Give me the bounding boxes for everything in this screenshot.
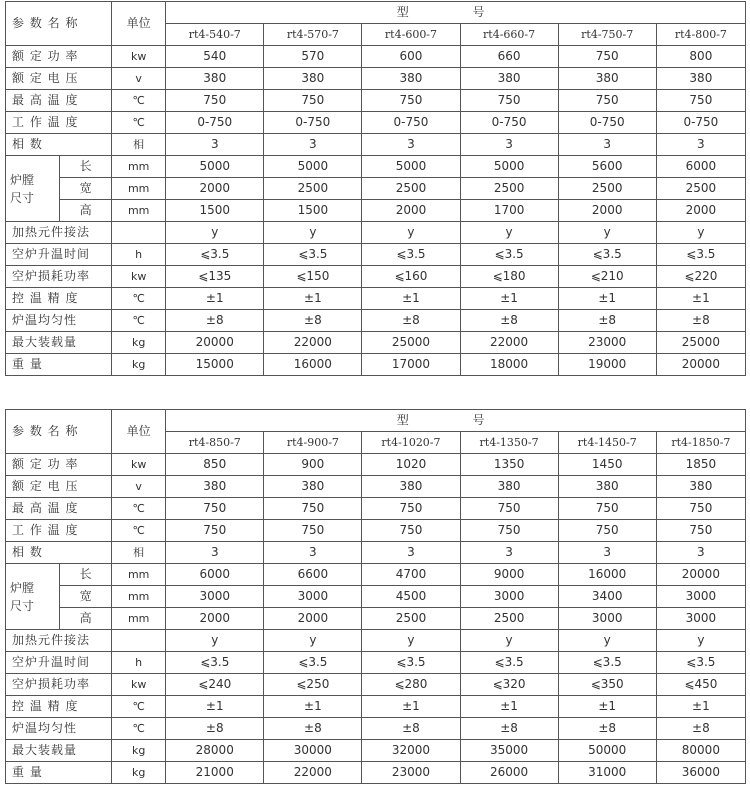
header-row: [6, 410, 746, 432]
table-row: [6, 266, 746, 288]
value-cell: 3: [166, 134, 264, 156]
value-cell: 750: [656, 498, 745, 520]
value-cell: 80000: [656, 740, 745, 762]
param-name: 加热元件接法: [6, 222, 112, 244]
value-cell: 0-750: [362, 112, 460, 134]
value-cell: 20000: [656, 354, 745, 376]
value-cell: 36000: [656, 762, 745, 784]
value-cell: 3: [558, 542, 656, 564]
value-cell: 16000: [264, 354, 362, 376]
value-cell: ±8: [362, 310, 460, 332]
value-cell: 2500: [656, 178, 745, 200]
param-name: 额 定 功 率: [6, 46, 112, 68]
unit-cell: kg: [112, 762, 166, 784]
dimension-label: 宽: [60, 586, 112, 608]
value-cell: 3: [264, 134, 362, 156]
param-name: 控 温 精 度: [6, 696, 112, 718]
param-name: 最 高 温 度: [6, 498, 112, 520]
value-cell: y: [166, 630, 264, 652]
value-cell: ⩽280: [362, 674, 460, 696]
value-cell: 32000: [362, 740, 460, 762]
table-row: [6, 46, 746, 68]
value-cell: y: [362, 222, 460, 244]
table-row: [6, 564, 746, 586]
value-cell: ±1: [264, 696, 362, 718]
unit-cell: ℃: [112, 696, 166, 718]
value-cell: 2500: [264, 178, 362, 200]
unit-cell: ℃: [112, 288, 166, 310]
value-cell: 750: [558, 46, 656, 68]
value-cell: ⩽450: [656, 674, 745, 696]
value-cell: ±1: [264, 288, 362, 310]
unit-cell: mm: [112, 564, 166, 586]
unit-header: 单位: [112, 2, 166, 46]
spec-table-1: [5, 1, 746, 376]
table-row: [6, 520, 746, 542]
value-cell: 1020: [362, 454, 460, 476]
value-cell: 850: [166, 454, 264, 476]
value-cell: 30000: [264, 740, 362, 762]
table-row: [6, 178, 746, 200]
unit-header: 单位: [112, 410, 166, 454]
value-cell: ⩽3.5: [166, 652, 264, 674]
value-cell: 0-750: [460, 112, 558, 134]
value-cell: 380: [460, 476, 558, 498]
table-row: [6, 718, 746, 740]
value-cell: ⩽3.5: [656, 244, 745, 266]
value-cell: 600: [362, 46, 460, 68]
unit-cell: kg: [112, 740, 166, 762]
value-cell: 22000: [264, 762, 362, 784]
value-cell: 3000: [656, 608, 745, 630]
value-cell: 9000: [460, 564, 558, 586]
model-name: rt4-800-7: [656, 24, 745, 46]
furnace-size-label: 炉膛 尺寸: [6, 156, 60, 222]
value-cell: 750: [656, 520, 745, 542]
table-row: [6, 354, 746, 376]
param-name-header: 参 数 名 称: [6, 2, 112, 46]
table-row: [6, 332, 746, 354]
value-cell: 380: [166, 476, 264, 498]
value-cell: ±1: [460, 288, 558, 310]
table-row: [6, 608, 746, 630]
param-name: 重 量: [6, 354, 112, 376]
model-header: 型 号: [166, 410, 746, 432]
value-cell: ±8: [166, 310, 264, 332]
value-cell: 20000: [656, 564, 745, 586]
table-row: [6, 288, 746, 310]
value-cell: 3000: [264, 586, 362, 608]
value-cell: 750: [460, 90, 558, 112]
value-cell: ⩽250: [264, 674, 362, 696]
table-row: [6, 740, 746, 762]
value-cell: ⩽3.5: [166, 244, 264, 266]
param-name: 加热元件接法: [6, 630, 112, 652]
value-cell: ⩽3.5: [362, 244, 460, 266]
value-cell: 380: [362, 68, 460, 90]
dimension-label: 宽: [60, 178, 112, 200]
value-cell: ±1: [362, 696, 460, 718]
unit-cell: mm: [112, 156, 166, 178]
value-cell: 3000: [460, 586, 558, 608]
value-cell: 750: [264, 498, 362, 520]
value-cell: 2000: [656, 200, 745, 222]
unit-cell: kw: [112, 454, 166, 476]
param-name: 工 作 温 度: [6, 520, 112, 542]
value-cell: ⩽3.5: [460, 652, 558, 674]
unit-cell: kw: [112, 266, 166, 288]
value-cell: 3: [460, 134, 558, 156]
value-cell: ±1: [558, 696, 656, 718]
value-cell: 3400: [558, 586, 656, 608]
value-cell: ±8: [656, 718, 745, 740]
value-cell: 750: [166, 520, 264, 542]
unit-cell: h: [112, 244, 166, 266]
param-name: 空炉损耗功率: [6, 266, 112, 288]
value-cell: 1450: [558, 454, 656, 476]
value-cell: ±1: [362, 288, 460, 310]
param-name: 额 定 功 率: [6, 454, 112, 476]
value-cell: y: [460, 222, 558, 244]
table-row: [6, 652, 746, 674]
value-cell: 750: [362, 520, 460, 542]
value-cell: ⩽160: [362, 266, 460, 288]
value-cell: 750: [656, 90, 745, 112]
value-cell: 380: [656, 68, 745, 90]
param-name: 空炉升温时间: [6, 652, 112, 674]
dimension-label: 长: [60, 564, 112, 586]
value-cell: 3: [558, 134, 656, 156]
param-name: 工 作 温 度: [6, 112, 112, 134]
unit-cell: 相: [112, 542, 166, 564]
value-cell: 50000: [558, 740, 656, 762]
unit-cell: mm: [112, 608, 166, 630]
value-cell: 19000: [558, 354, 656, 376]
dimension-label: 长: [60, 156, 112, 178]
value-cell: y: [656, 222, 745, 244]
value-cell: 4700: [362, 564, 460, 586]
value-cell: 3000: [656, 586, 745, 608]
value-cell: 2000: [166, 178, 264, 200]
value-cell: 380: [362, 476, 460, 498]
value-cell: 380: [656, 476, 745, 498]
table-row: [6, 112, 746, 134]
unit-cell: v: [112, 68, 166, 90]
value-cell: 380: [166, 68, 264, 90]
value-cell: 750: [362, 498, 460, 520]
param-name-header: 参 数 名 称: [6, 410, 112, 454]
value-cell: ±8: [558, 310, 656, 332]
value-cell: 5000: [264, 156, 362, 178]
value-cell: 25000: [362, 332, 460, 354]
param-name: 最 高 温 度: [6, 90, 112, 112]
value-cell: 3000: [166, 586, 264, 608]
value-cell: ⩽3.5: [656, 652, 745, 674]
unit-cell: kg: [112, 354, 166, 376]
value-cell: y: [264, 630, 362, 652]
table-row: [6, 90, 746, 112]
value-cell: 0-750: [558, 112, 656, 134]
value-cell: ⩽240: [166, 674, 264, 696]
value-cell: ±8: [264, 310, 362, 332]
model-name: rt4-600-7: [362, 24, 460, 46]
value-cell: y: [166, 222, 264, 244]
model-header: 型 号: [166, 2, 746, 24]
table-row: [6, 586, 746, 608]
value-cell: 900: [264, 454, 362, 476]
value-cell: y: [362, 630, 460, 652]
table-row: [6, 222, 746, 244]
value-cell: ⩽3.5: [558, 244, 656, 266]
value-cell: 15000: [166, 354, 264, 376]
header-row: [6, 2, 746, 24]
value-cell: y: [460, 630, 558, 652]
value-cell: ±1: [166, 288, 264, 310]
value-cell: 660: [460, 46, 558, 68]
value-cell: 17000: [362, 354, 460, 376]
value-cell: 2000: [558, 200, 656, 222]
param-name: 相 数: [6, 134, 112, 156]
model-name: rt4-1850-7: [656, 432, 745, 454]
value-cell: 26000: [460, 762, 558, 784]
value-cell: 28000: [166, 740, 264, 762]
model-name: rt4-850-7: [166, 432, 264, 454]
value-cell: 2500: [362, 608, 460, 630]
value-cell: 3: [362, 134, 460, 156]
unit-cell: 相: [112, 134, 166, 156]
table-row: [6, 310, 746, 332]
unit-cell: kg: [112, 332, 166, 354]
value-cell: ±8: [656, 310, 745, 332]
value-cell: ⩽150: [264, 266, 362, 288]
unit-cell: mm: [112, 200, 166, 222]
table-row: [6, 498, 746, 520]
value-cell: 750: [460, 520, 558, 542]
value-cell: 35000: [460, 740, 558, 762]
value-cell: ⩽180: [460, 266, 558, 288]
param-name: 空炉升温时间: [6, 244, 112, 266]
value-cell: 380: [558, 476, 656, 498]
value-cell: 750: [264, 90, 362, 112]
value-cell: 750: [558, 498, 656, 520]
value-cell: 6000: [656, 156, 745, 178]
value-cell: ⩽320: [460, 674, 558, 696]
model-name: rt4-1350-7: [460, 432, 558, 454]
value-cell: 800: [656, 46, 745, 68]
table-row: [6, 542, 746, 564]
value-cell: 5600: [558, 156, 656, 178]
unit-cell: mm: [112, 178, 166, 200]
value-cell: 0-750: [656, 112, 745, 134]
value-cell: y: [264, 222, 362, 244]
value-cell: 750: [460, 498, 558, 520]
param-name: 最大装载量: [6, 332, 112, 354]
value-cell: 21000: [166, 762, 264, 784]
dimension-label: 高: [60, 200, 112, 222]
unit-cell: ℃: [112, 112, 166, 134]
table-row: [6, 476, 746, 498]
value-cell: ⩽220: [656, 266, 745, 288]
model-name: rt4-1020-7: [362, 432, 460, 454]
value-cell: 23000: [362, 762, 460, 784]
value-cell: 750: [558, 520, 656, 542]
value-cell: 0-750: [264, 112, 362, 134]
value-cell: 750: [558, 90, 656, 112]
value-cell: 2500: [558, 178, 656, 200]
unit-cell: ℃: [112, 520, 166, 542]
value-cell: 5000: [362, 156, 460, 178]
value-cell: 2500: [460, 608, 558, 630]
param-name: 炉温均匀性: [6, 718, 112, 740]
value-cell: 3: [656, 134, 745, 156]
table-row: [6, 454, 746, 476]
table-row: [6, 630, 746, 652]
value-cell: ⩽135: [166, 266, 264, 288]
unit-cell: ℃: [112, 718, 166, 740]
value-cell: 3: [166, 542, 264, 564]
value-cell: 3: [362, 542, 460, 564]
model-name: rt4-570-7: [264, 24, 362, 46]
param-name: 额 定 电 压: [6, 68, 112, 90]
value-cell: 380: [264, 476, 362, 498]
value-cell: ±1: [558, 288, 656, 310]
value-cell: 25000: [656, 332, 745, 354]
value-cell: y: [558, 630, 656, 652]
value-cell: ±8: [558, 718, 656, 740]
value-cell: 0-750: [166, 112, 264, 134]
value-cell: 540: [166, 46, 264, 68]
table-row: [6, 762, 746, 784]
unit-cell: mm: [112, 586, 166, 608]
table-row: [6, 68, 746, 90]
value-cell: 22000: [264, 332, 362, 354]
value-cell: 22000: [460, 332, 558, 354]
value-cell: ⩽350: [558, 674, 656, 696]
table-row: [6, 134, 746, 156]
param-name: 空炉损耗功率: [6, 674, 112, 696]
value-cell: 570: [264, 46, 362, 68]
unit-cell: h: [112, 652, 166, 674]
param-name: 额 定 电 压: [6, 476, 112, 498]
value-cell: ±1: [656, 288, 745, 310]
model-name: rt4-660-7: [460, 24, 558, 46]
value-cell: 1500: [166, 200, 264, 222]
param-name: 炉温均匀性: [6, 310, 112, 332]
value-cell: ±1: [166, 696, 264, 718]
value-cell: 4500: [362, 586, 460, 608]
value-cell: 750: [362, 90, 460, 112]
table-row: [6, 156, 746, 178]
value-cell: 5000: [166, 156, 264, 178]
param-name: 相 数: [6, 542, 112, 564]
value-cell: 750: [166, 498, 264, 520]
value-cell: ⩽3.5: [460, 244, 558, 266]
value-cell: ±8: [264, 718, 362, 740]
unit-cell: [112, 222, 166, 244]
value-cell: y: [656, 630, 745, 652]
unit-cell: ℃: [112, 90, 166, 112]
param-name: 重 量: [6, 762, 112, 784]
spec-table-2: [5, 409, 746, 784]
furnace-size-label: 炉膛 尺寸: [6, 564, 60, 630]
unit-cell: ℃: [112, 498, 166, 520]
value-cell: ±8: [460, 718, 558, 740]
value-cell: 380: [558, 68, 656, 90]
unit-cell: kw: [112, 674, 166, 696]
dimension-label: 高: [60, 608, 112, 630]
value-cell: y: [558, 222, 656, 244]
value-cell: ±8: [362, 718, 460, 740]
value-cell: ⩽3.5: [362, 652, 460, 674]
value-cell: 31000: [558, 762, 656, 784]
param-name: 最大装载量: [6, 740, 112, 762]
value-cell: ±8: [166, 718, 264, 740]
value-cell: ⩽3.5: [264, 244, 362, 266]
unit-cell: v: [112, 476, 166, 498]
value-cell: 18000: [460, 354, 558, 376]
value-cell: 3000: [558, 608, 656, 630]
value-cell: 1500: [264, 200, 362, 222]
table-row: [6, 200, 746, 222]
table-row: [6, 674, 746, 696]
value-cell: 3: [460, 542, 558, 564]
value-cell: 6000: [166, 564, 264, 586]
value-cell: 750: [166, 90, 264, 112]
value-cell: 16000: [558, 564, 656, 586]
value-cell: ±1: [460, 696, 558, 718]
model-name: rt4-750-7: [558, 24, 656, 46]
value-cell: 23000: [558, 332, 656, 354]
value-cell: 1350: [460, 454, 558, 476]
value-cell: 6600: [264, 564, 362, 586]
model-name: rt4-1450-7: [558, 432, 656, 454]
model-name: rt4-900-7: [264, 432, 362, 454]
table-row: [6, 244, 746, 266]
param-name: 控 温 精 度: [6, 288, 112, 310]
value-cell: 2000: [166, 608, 264, 630]
value-cell: 20000: [166, 332, 264, 354]
value-cell: 5000: [460, 156, 558, 178]
model-name: rt4-540-7: [166, 24, 264, 46]
value-cell: 380: [264, 68, 362, 90]
unit-cell: [112, 630, 166, 652]
value-cell: 2000: [362, 200, 460, 222]
value-cell: ±1: [656, 696, 745, 718]
unit-cell: kw: [112, 46, 166, 68]
value-cell: 2500: [362, 178, 460, 200]
unit-cell: ℃: [112, 310, 166, 332]
value-cell: 1700: [460, 200, 558, 222]
value-cell: ⩽3.5: [264, 652, 362, 674]
value-cell: 2500: [460, 178, 558, 200]
value-cell: 380: [460, 68, 558, 90]
value-cell: ⩽3.5: [558, 652, 656, 674]
value-cell: 3: [656, 542, 745, 564]
value-cell: 2000: [264, 608, 362, 630]
value-cell: 3: [264, 542, 362, 564]
value-cell: ⩽210: [558, 266, 656, 288]
table-row: [6, 696, 746, 718]
value-cell: 1850: [656, 454, 745, 476]
value-cell: 750: [264, 520, 362, 542]
value-cell: ±8: [460, 310, 558, 332]
